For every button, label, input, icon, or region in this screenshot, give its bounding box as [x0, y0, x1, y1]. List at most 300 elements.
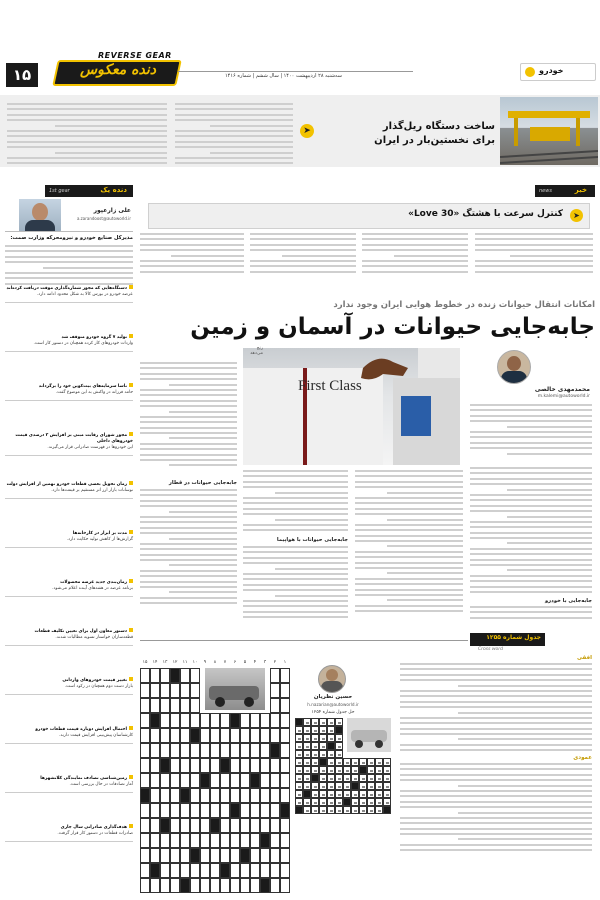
sidebar-item-rule	[5, 694, 133, 695]
crossword-cell[interactable]	[160, 803, 170, 818]
crossword-cell[interactable]	[270, 683, 280, 698]
crossword-cell[interactable]	[280, 698, 290, 713]
sidebar-item-body: واردات خودروهای کار کرده همچنان در دستور کار است.	[33, 341, 133, 346]
feature-subhead-2: جابه‌جایی حیوانات با هواپیما	[276, 537, 348, 543]
crossword-cell[interactable]	[270, 878, 280, 893]
crossword-cell[interactable]	[150, 833, 160, 848]
crossword-cell[interactable]	[180, 713, 190, 728]
crossword-cell[interactable]	[270, 788, 280, 803]
crossword-author-email: h.nazarian@autoworld.ir	[307, 702, 359, 707]
crossword-cell[interactable]	[210, 713, 220, 728]
crossword-cell[interactable]	[180, 683, 190, 698]
crossword-cell[interactable]	[150, 818, 160, 833]
crossword-cell[interactable]	[200, 848, 210, 863]
solution-cell	[295, 750, 303, 758]
crossword-cell[interactable]	[260, 818, 270, 833]
crossword-cell[interactable]	[260, 833, 270, 848]
grid-column-number: ۳	[263, 660, 267, 665]
crossword-cell[interactable]	[210, 863, 220, 878]
crossword-cell[interactable]	[280, 788, 290, 803]
solution-cell	[375, 766, 383, 774]
header-rule	[178, 71, 413, 72]
bullet-icon	[129, 285, 133, 289]
crossword-cell[interactable]	[240, 818, 250, 833]
solution-cell	[327, 806, 335, 814]
crossword-cell[interactable]	[170, 878, 180, 893]
crossword-cell[interactable]	[150, 788, 160, 803]
crossword-cell[interactable]	[270, 803, 280, 818]
crossword-cell[interactable]	[210, 803, 220, 818]
crossword-cell[interactable]	[140, 803, 150, 818]
crossword-grid	[140, 668, 290, 893]
solution-cell	[295, 718, 303, 726]
crossword-cell[interactable]	[210, 833, 220, 848]
crossword-cell[interactable]	[190, 818, 200, 833]
crossword-cell[interactable]	[210, 878, 220, 893]
bullet-icon	[129, 775, 133, 779]
crossword-cell[interactable]	[220, 878, 230, 893]
crossword-cell[interactable]	[270, 818, 280, 833]
crossword-cell[interactable]	[240, 863, 250, 878]
crossword-cell[interactable]	[170, 713, 180, 728]
solution-cell	[375, 806, 383, 814]
crossword-cell[interactable]	[200, 743, 210, 758]
crossword-cell[interactable]	[280, 818, 290, 833]
crossword-cell[interactable]	[260, 728, 270, 743]
sidebar-news-item[interactable]	[5, 530, 133, 548]
crossword-cell[interactable]	[170, 683, 180, 698]
grid-column-number: ۵	[243, 660, 247, 665]
crossword-cell[interactable]	[220, 758, 230, 773]
crossword-cell[interactable]	[170, 698, 180, 713]
crossword-cell[interactable]	[160, 833, 170, 848]
crossword-cell[interactable]	[230, 848, 240, 863]
crossword-cell[interactable]	[160, 668, 170, 683]
crossword-cell[interactable]	[270, 743, 280, 758]
crossword-cell[interactable]	[200, 878, 210, 893]
crossword-cell[interactable]	[200, 728, 210, 743]
bullet-icon	[129, 579, 133, 583]
sidebar-news-item[interactable]	[5, 726, 133, 744]
crossword-cell[interactable]	[190, 878, 200, 893]
crossword-cell[interactable]	[260, 863, 270, 878]
solution-cell	[359, 774, 367, 782]
crossword-cell[interactable]	[280, 848, 290, 863]
crossword-cell[interactable]	[150, 773, 160, 788]
crossword-cell[interactable]	[260, 713, 270, 728]
solution-cell	[335, 766, 343, 774]
crossword-cell[interactable]	[280, 743, 290, 758]
sidebar-news-item[interactable]	[5, 775, 133, 793]
crossword-cell[interactable]	[160, 863, 170, 878]
crossword-cell[interactable]	[140, 848, 150, 863]
crossword-cell[interactable]	[180, 818, 190, 833]
crossword-cell[interactable]	[260, 773, 270, 788]
crossword-cell[interactable]	[260, 788, 270, 803]
crossword-cell[interactable]	[170, 833, 180, 848]
solution-cell	[327, 782, 335, 790]
sidebar-kicker	[45, 185, 133, 197]
crossword-cell[interactable]	[170, 773, 180, 788]
feature-subhead-3: جابه‌جایی حیوانات در قطار	[168, 480, 237, 486]
crossword-cell[interactable]	[190, 773, 200, 788]
crossword-cell[interactable]	[200, 758, 210, 773]
crossword-cell[interactable]	[190, 833, 200, 848]
crossword-cell[interactable]	[200, 818, 210, 833]
sidebar-item-head: زمان‌بندی جدید عرضه محصولات	[60, 580, 127, 585]
news-col-4	[140, 233, 244, 276]
crossword-cell[interactable]	[180, 833, 190, 848]
crossword-cell[interactable]	[210, 848, 220, 863]
solution-cell	[327, 766, 335, 774]
solution-cell	[359, 758, 367, 766]
crossword-cell[interactable]	[270, 848, 280, 863]
crossword-cell[interactable]	[230, 773, 240, 788]
arrow-right-icon: ➤	[300, 124, 314, 138]
crossword-cell[interactable]	[190, 728, 200, 743]
airplane-horse-graphic	[243, 348, 460, 465]
crossword-cell[interactable]	[190, 743, 200, 758]
crossword-cell[interactable]	[150, 803, 160, 818]
crossword-cell[interactable]	[210, 773, 220, 788]
crossword-cell[interactable]	[160, 788, 170, 803]
crossword-cell[interactable]	[280, 878, 290, 893]
crossword-cell[interactable]	[150, 878, 160, 893]
crossword-cell[interactable]	[140, 788, 150, 803]
feature-headline: جابه‌جایی حیوانات در آسمان و زمین	[190, 314, 595, 340]
crossword-cell[interactable]	[150, 683, 160, 698]
feature-photo	[243, 348, 460, 465]
crossword-cell[interactable]	[250, 848, 260, 863]
crossword-cell[interactable]	[260, 848, 270, 863]
grid-column-number: ۹	[203, 660, 207, 665]
solution-cell	[343, 758, 351, 766]
sidebar-intro-text	[5, 245, 133, 288]
crossword-cell[interactable]	[170, 863, 180, 878]
crossword-cell[interactable]	[250, 743, 260, 758]
feature-lead-text	[470, 404, 592, 458]
down-label: عمودی	[573, 755, 592, 761]
grid-column-number: ۱۱	[182, 660, 188, 665]
sidebar-news-item[interactable]	[5, 432, 133, 456]
sidebar-item-body: برنامه عرضه در هفته‌های آینده اعلام می‌شود.	[52, 586, 133, 591]
sidebar-item-rule	[5, 455, 133, 456]
crossword-cell[interactable]	[220, 773, 230, 788]
crossword-cell[interactable]	[170, 728, 180, 743]
crossword-cell[interactable]	[150, 758, 160, 773]
crossword-cell[interactable]	[270, 833, 280, 848]
grid-column-number: ۱۲	[172, 660, 178, 665]
solution-cell	[343, 774, 351, 782]
crossword-cell[interactable]	[140, 683, 150, 698]
solution-grid	[295, 718, 395, 818]
crossword-cell[interactable]	[150, 698, 160, 713]
solution-cell	[351, 774, 359, 782]
sidebar-news-item[interactable]	[5, 383, 133, 401]
crossword-cell[interactable]	[280, 728, 290, 743]
crossword-cell[interactable]	[220, 713, 230, 728]
crossword-cell[interactable]	[280, 833, 290, 848]
crossword-cell[interactable]	[190, 668, 200, 683]
crossword-cell[interactable]	[250, 863, 260, 878]
crossword-cell[interactable]	[250, 758, 260, 773]
crossword-cell[interactable]	[190, 713, 200, 728]
crossword-cell[interactable]	[160, 848, 170, 863]
crossword-cell[interactable]	[170, 818, 180, 833]
crossword-cell[interactable]	[180, 668, 190, 683]
crossword-cell[interactable]	[230, 713, 240, 728]
crossword-cell[interactable]	[250, 878, 260, 893]
crossword-cell[interactable]	[180, 863, 190, 878]
news-col-2	[362, 233, 468, 276]
crossword-cell[interactable]	[240, 803, 250, 818]
crossword-cell[interactable]	[280, 863, 290, 878]
crossword-cell[interactable]	[240, 728, 250, 743]
crossword-cell[interactable]	[160, 713, 170, 728]
solution-cell	[295, 806, 303, 814]
feature-col-1b	[470, 606, 592, 622]
crossword-cell[interactable]	[150, 668, 160, 683]
sidebar	[5, 185, 133, 895]
crossword-cell[interactable]	[160, 818, 170, 833]
crossword-cell[interactable]	[140, 773, 150, 788]
solution-cell	[359, 782, 367, 790]
crossword-cell[interactable]	[160, 698, 170, 713]
crossword-cell[interactable]	[200, 833, 210, 848]
paper-logo	[520, 63, 596, 81]
crossword-cell[interactable]	[240, 788, 250, 803]
solution-cell	[303, 726, 311, 734]
solution-cell	[295, 734, 303, 742]
top-story-title-1: ساخت دستگاه ریل‌گذار	[382, 121, 495, 132]
crossword-cell[interactable]	[230, 743, 240, 758]
crossword-cell[interactable]	[220, 788, 230, 803]
crossword-cell[interactable]	[230, 728, 240, 743]
crossword-cell[interactable]	[160, 878, 170, 893]
sidebar-item-head: تغییر قیمت خودروهای وارداتی	[62, 678, 127, 683]
crossword-cell[interactable]	[180, 803, 190, 818]
crossword-cell[interactable]	[160, 743, 170, 758]
sidebar-news-item[interactable]	[5, 628, 133, 646]
bullet-icon	[129, 432, 133, 436]
crossword-cell[interactable]	[140, 878, 150, 893]
crossword-cell[interactable]	[250, 803, 260, 818]
crossword-cell[interactable]	[140, 743, 150, 758]
crossword-cell[interactable]	[270, 773, 280, 788]
crossword-cell[interactable]	[250, 713, 260, 728]
solution-cell	[319, 790, 327, 798]
crossword-cell[interactable]	[230, 788, 240, 803]
crossword-cell[interactable]	[210, 818, 220, 833]
crossword-cell[interactable]	[180, 848, 190, 863]
crossword-cell[interactable]	[270, 713, 280, 728]
crossword-cell[interactable]	[150, 728, 160, 743]
crossword-cell[interactable]	[150, 713, 160, 728]
crossword-cell[interactable]	[150, 848, 160, 863]
crossword-cell[interactable]	[210, 728, 220, 743]
crossword-cell[interactable]	[250, 788, 260, 803]
crossword-cell[interactable]	[140, 758, 150, 773]
feature-kicker: امکانات انتقال حیوانات زنده در خطوط هوایی ایران وجود ندارد	[333, 300, 595, 310]
section-title: دنده معکوس	[80, 62, 156, 78]
crossword-cell[interactable]	[170, 788, 180, 803]
crossword-cell[interactable]	[240, 878, 250, 893]
crossword-cell[interactable]	[180, 698, 190, 713]
sidebar-item-rule	[5, 596, 133, 597]
bullet-icon	[129, 530, 133, 534]
crossword-cell[interactable]	[200, 788, 210, 803]
crossword-cell[interactable]	[190, 698, 200, 713]
solution-cell	[367, 798, 375, 806]
crossword-cell[interactable]	[220, 818, 230, 833]
crossword-cell[interactable]	[230, 833, 240, 848]
crossword-cell[interactable]	[160, 683, 170, 698]
crossword-cell[interactable]	[140, 833, 150, 848]
crossword-cell[interactable]	[240, 848, 250, 863]
crossword-cell[interactable]	[270, 863, 280, 878]
solution-cell	[319, 806, 327, 814]
crossword-cell[interactable]	[250, 773, 260, 788]
crossword-cell[interactable]	[240, 773, 250, 788]
sidebar-item-head: ناسا سرمایه‌های بیت‌کوین خود را برگرداند	[38, 384, 127, 389]
crossword-cell[interactable]	[140, 713, 150, 728]
crossword-cell[interactable]	[170, 848, 180, 863]
crossword-cell[interactable]	[180, 758, 190, 773]
author-avatar	[19, 199, 61, 231]
crossword-cell[interactable]	[180, 743, 190, 758]
crossword-cell[interactable]	[190, 683, 200, 698]
crossword-cell[interactable]	[280, 758, 290, 773]
crossword-cell[interactable]	[220, 863, 230, 878]
solution-cell	[343, 766, 351, 774]
crossword-cell[interactable]	[230, 758, 240, 773]
solution-cell	[303, 782, 311, 790]
crossword-cell[interactable]	[270, 668, 280, 683]
solution-cell	[343, 798, 351, 806]
crossword-cell[interactable]	[170, 803, 180, 818]
crossword-cell[interactable]	[170, 758, 180, 773]
crossword-cell[interactable]	[200, 863, 210, 878]
crossword-cell[interactable]	[270, 698, 280, 713]
sidebar-news-item[interactable]	[5, 334, 133, 352]
crossword-cell[interactable]	[190, 863, 200, 878]
solution-cell	[335, 734, 343, 742]
crossword-cell[interactable]	[180, 788, 190, 803]
crossword-cell[interactable]	[260, 803, 270, 818]
crossword-cell[interactable]	[180, 728, 190, 743]
feature-col-4b	[140, 489, 237, 608]
solution-cell	[351, 806, 359, 814]
solution-cell	[335, 790, 343, 798]
crossword-cell[interactable]	[140, 698, 150, 713]
solution-cell	[367, 766, 375, 774]
crossword-cell[interactable]	[280, 803, 290, 818]
sidebar-news-item[interactable]	[5, 677, 133, 695]
sidebar-item-body: عرضه خودرو در بورس کالا به شکل محدود ادامه دارد.	[36, 292, 133, 297]
crossword-cell[interactable]	[230, 878, 240, 893]
crossword-cell[interactable]	[210, 788, 220, 803]
crossword-cell[interactable]	[220, 833, 230, 848]
sidebar-news-item[interactable]	[5, 285, 133, 303]
crossword-cell[interactable]	[160, 773, 170, 788]
crossword-cell[interactable]	[270, 758, 280, 773]
crossword-cell[interactable]	[200, 803, 210, 818]
crossword-cell[interactable]	[200, 713, 210, 728]
crossword-cell[interactable]	[160, 758, 170, 773]
sidebar-item-body: قطعه‌سازان خواستار تسویه مطالبات شدند.	[55, 635, 133, 640]
crossword-cell[interactable]	[230, 863, 240, 878]
grid-column-number: ۱۰	[192, 660, 198, 665]
solution-cell	[295, 742, 303, 750]
sidebar-news-item[interactable]	[5, 579, 133, 597]
crossword-cell[interactable]	[210, 758, 220, 773]
crossword-cell[interactable]	[220, 803, 230, 818]
crossword-cell[interactable]	[250, 818, 260, 833]
sidebar-news-item[interactable]	[5, 824, 133, 842]
paper-logo-mark	[525, 67, 535, 77]
crossword-cell[interactable]	[150, 863, 160, 878]
solution-cell	[335, 806, 343, 814]
crossword-cell[interactable]	[200, 773, 210, 788]
crossword-cell[interactable]	[140, 668, 150, 683]
crossword-cell[interactable]	[220, 743, 230, 758]
crossword-cell[interactable]	[250, 833, 260, 848]
crossword-cell[interactable]	[280, 773, 290, 788]
feature-author-email: m.kalemi@autoworld.ir	[537, 394, 590, 399]
crossword-cell[interactable]	[180, 773, 190, 788]
crossword-cell[interactable]	[240, 743, 250, 758]
crossword-cell[interactable]	[230, 818, 240, 833]
crossword-cell[interactable]	[190, 803, 200, 818]
crossword-cell[interactable]	[140, 818, 150, 833]
crossword-cell[interactable]	[220, 848, 230, 863]
crossword-cell[interactable]	[220, 728, 230, 743]
crossword-cell[interactable]	[170, 668, 180, 683]
crossword-cell[interactable]	[280, 713, 290, 728]
solution-cell	[327, 734, 335, 742]
top-story-title-2: برای نخستین‌بار در ایران	[374, 135, 495, 146]
crossword-cell[interactable]	[190, 758, 200, 773]
crossword-cell[interactable]	[240, 713, 250, 728]
crossword-cell[interactable]	[180, 878, 190, 893]
crossword-cell[interactable]	[280, 683, 290, 698]
crossword-cell[interactable]	[190, 788, 200, 803]
sidebar-news-item[interactable]	[5, 481, 133, 499]
crossword-cell[interactable]	[270, 728, 280, 743]
crossword-cell[interactable]	[260, 878, 270, 893]
solution-cell	[311, 726, 319, 734]
crossword-cell[interactable]	[140, 863, 150, 878]
crossword-cell[interactable]	[210, 743, 220, 758]
crossword-cell[interactable]	[240, 758, 250, 773]
crossword-cell[interactable]	[240, 833, 250, 848]
crossword-cell[interactable]	[260, 758, 270, 773]
crossword-cell[interactable]	[190, 848, 200, 863]
crossword-cell[interactable]	[260, 743, 270, 758]
solution-cell	[311, 806, 319, 814]
crossword-cell[interactable]	[160, 728, 170, 743]
crossword-cell[interactable]	[170, 743, 180, 758]
crossword-cell[interactable]	[140, 728, 150, 743]
crossword-cell[interactable]	[230, 803, 240, 818]
grid-column-number: ۱۳	[162, 660, 168, 665]
sidebar-item-head: احتمال افزایش دوباره قیمت قطعات خودرو	[35, 727, 127, 732]
crossword-cell[interactable]	[250, 728, 260, 743]
news-kicker	[535, 185, 595, 197]
crossword-cell[interactable]	[150, 743, 160, 758]
crossword-cell[interactable]	[280, 668, 290, 683]
reverse-gear-label: REVERSE GEAR	[98, 51, 172, 60]
